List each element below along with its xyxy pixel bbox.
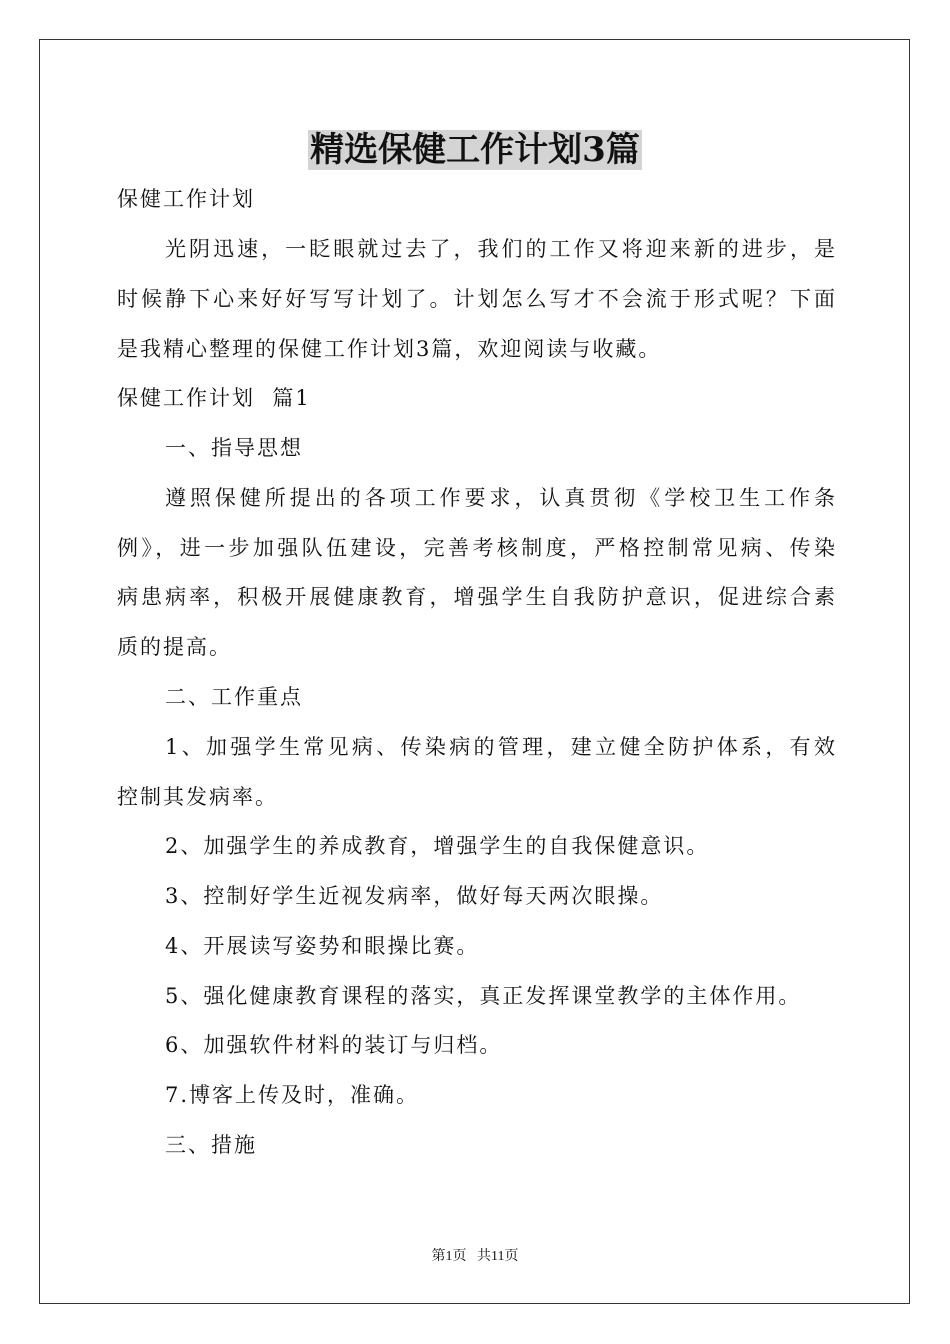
point-1-line-1: 1、加强学生常见病、传染病的管理，建立健全防护体系，有效 (165, 735, 837, 759)
page-footer: 第1页 共11页 (431, 1249, 519, 1264)
document-title (0, 128, 950, 172)
subtitle: 保健工作计划 (117, 187, 255, 211)
intro-line-1: 光阴迅速，一眨眼就过去了，我们的工作又将迎来新的进步，是 (165, 237, 837, 261)
point-7: 7.博客上传及时，准确。 (165, 1083, 420, 1107)
point-2: 2、加强学生的养成教育，增强学生的自我保健意识。 (165, 834, 710, 858)
document-title-text: 精选保健工作计划3篇 (310, 130, 640, 170)
heading-measures: 三、措施 (165, 1133, 257, 1157)
point-3: 3、控制好学生近视发病率，做好每天两次眼操。 (165, 884, 664, 908)
heading-guiding-thought: 一、指导思想 (165, 436, 303, 460)
heading-work-focus: 二、工作重点 (165, 685, 303, 709)
page-border (39, 39, 910, 1304)
intro-line-2: 时候静下心来好好写写计划了。计划怎么写才不会流于形式呢？下面 (117, 287, 837, 311)
point-4: 4、开展读写姿势和眼操比赛。 (165, 934, 480, 958)
section-heading: 保健工作计划 篇1 (117, 386, 311, 410)
guiding-line-2: 例》，进一步加强队伍建设，完善考核制度，严格控制常见病、传染 (117, 536, 837, 560)
guiding-line-1: 遵照保健所提出的各项工作要求，认真贯彻《学校卫生工作条 (165, 486, 837, 510)
point-6: 6、加强软件材料的装订与归档。 (165, 1033, 503, 1057)
intro-line-3: 是我精心整理的保健工作计划3篇，欢迎阅读与收藏。 (117, 337, 662, 361)
guiding-line-3: 病患病率，积极开展健康教育，增强学生自我防护意识，促进综合素 (117, 585, 837, 609)
point-1-line-2: 控制其发病率。 (117, 785, 278, 809)
point-5: 5、强化健康教育课程的落实，真正发挥课堂教学的主体作用。 (165, 984, 802, 1008)
guiding-line-4: 质的提高。 (117, 635, 232, 659)
